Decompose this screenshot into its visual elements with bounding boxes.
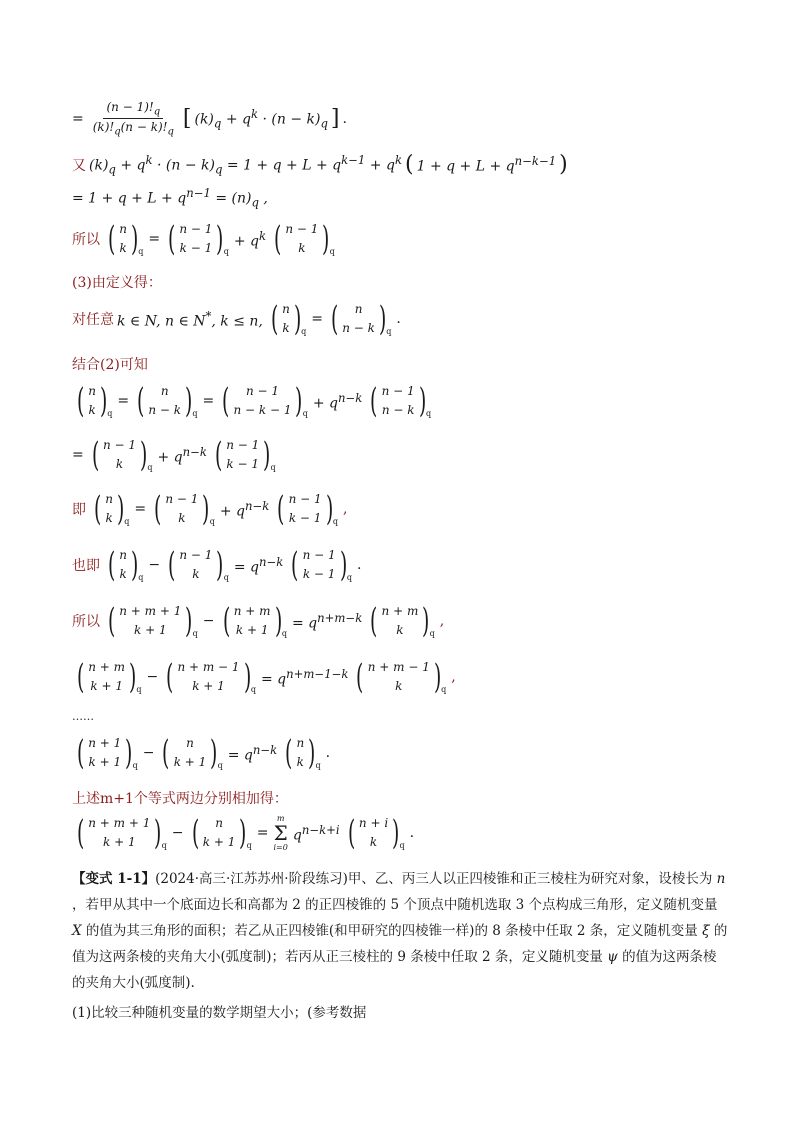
again-label: 又 — [72, 157, 86, 174]
formula-line-3: = $1 + q + L + q^{n-1} = (n)_q$ , — [72, 186, 268, 210]
formula-line-4: 所以 ( n k ) q = ( n − 1 k − 1 ) q + $q^k$ ( n − 1 k ) q — [72, 219, 335, 259]
variant-source: (2024·高三·江苏苏州·阶段练习) — [155, 871, 348, 887]
also-ie-label: 也即 — [72, 558, 100, 574]
so-label-2: 所以 — [72, 614, 100, 630]
formula-line-2: 又 $(k)_q + q^k \cdot (n - k)_q = 1 + q + L + q^{k-1} + q^k$ ( $1 + q + L + q^{n-k-1}$ ) — [72, 152, 568, 177]
question-1: (1)比较三种随机变量的数学期望大小；(参考数据 — [72, 1005, 367, 1021]
formula-line-8: 也即 ( n k ) q − ( n − 1 k ) q = $q^{n-k}$ ( n − 1 k − 1 ) q . — [72, 545, 362, 585]
fraction: $\frac{(n - 1)!_q}{(k)!_q(n - k)!_q}$ — [92, 100, 174, 138]
ellipsis: …… — [72, 710, 94, 723]
formula-line-9: 所以 ( n + m + 1 k + 1 ) q − ( n + m k + 1 ) q = $q^{n+m-k}$ ( n + m k ) q , — [72, 601, 445, 641]
variant-label: 【变式 1-1】 — [72, 871, 156, 887]
formula-line-1: = $\frac{(n - 1)!_q}{(k)!_q(n - k)!_q}$ [ $(k)_q + q^k \cdot (n - k)_q$ ] . — [72, 100, 347, 138]
formula-line-5: ( n k ) q = ( n n − k ) q = ( n − 1 n − k − 1 ) q + $q^{n-k}$ ( n − 1 n − k ) q — [76, 381, 432, 421]
sum-intro: 上述m+1个等式两边分别相加得： — [72, 791, 288, 807]
formula-line-10: ( n + m k + 1 ) q − ( n + m − 1 k + 1 ) q = $q^{n+m-1-k}$ ( n + m − 1 k ) q , — [76, 657, 456, 697]
step-3-heading: (3)由定义得： — [72, 275, 162, 291]
ie-label: 即 — [72, 502, 86, 518]
arbitrary-label: 对任意 — [72, 312, 114, 328]
formula-line-7: 即 ( n k ) q = ( n − 1 k ) q + $q^{n-k}$ ( n − 1 k − 1 ) q , — [72, 489, 348, 529]
variant-paragraph: 【变式 1-1】(2024·高三·江苏苏州·阶段练习)甲、乙、丙三人以正四棱锥和正三棱柱为研究对象，设棱长为 n ，若甲从其中一个底面边长和高都为 2 的正四棱锥的 5 个顶点中随机选取 3 个点构成三角形，定义随机变量 X 的值为其三角形的面积；若乙从正四棱锥(和甲研究的四棱锥一样)的 8 条棱中任取 2 条，定义随机变量 ξ 的值为这两条棱的夹角大小(弧度制)；若丙从正三棱柱的 9 条棱中任取 2 条，定义随机变量 ψ 的值为这两条棱的夹角大小(弧度制). — [72, 871, 728, 991]
formula-line-arbitrary: 对任意 k ∈ N, n ∈ N*, k ≤ n, ( n k ) q = ( n n − k ) q . — [72, 299, 401, 339]
combine-heading: 结合(2)可知 — [72, 357, 148, 373]
formula-line-12: ( n + m + 1 k + 1 ) q − ( n k + 1 ) q = m Σ i=0 $q^{n-k+i}$ ( n + i k ) q . — [76, 813, 415, 853]
summation-sign: m Σ i=0 — [273, 814, 288, 852]
formula-line-6: = ( n − 1 k ) q + $q^{n-k}$ ( n − 1 k − 1 ) q — [72, 435, 276, 475]
so-label: 所以 — [72, 232, 100, 248]
formula-line-11: ( n + 1 k + 1 ) q − ( n k + 1 ) q = $q^{n-k}$ ( n k ) q . — [76, 733, 331, 773]
